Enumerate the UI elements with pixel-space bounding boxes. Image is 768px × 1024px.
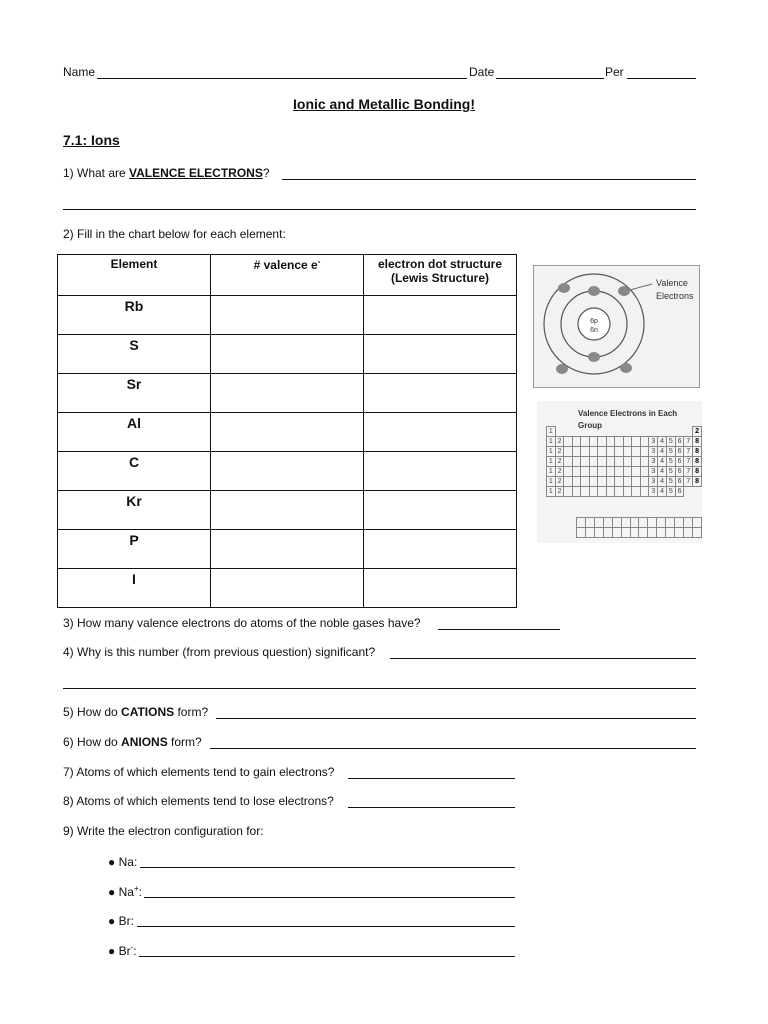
- pt-cell: [632, 427, 641, 437]
- pt-cell: [564, 427, 573, 437]
- valence-cell[interactable]: [211, 491, 364, 530]
- pt-cell: [615, 467, 624, 477]
- chart-header-row: [58, 255, 517, 296]
- pt-cell: 4: [658, 477, 667, 487]
- q5-term: CATIONS: [121, 705, 175, 719]
- f-cell: [585, 518, 594, 528]
- f-row: [577, 528, 702, 538]
- chart-row: [58, 335, 517, 374]
- pt-cell: [572, 467, 581, 477]
- pt-cell: [581, 467, 590, 477]
- question-9: 9) Write the electron configuration for:: [63, 824, 264, 838]
- header-valence: [211, 255, 364, 296]
- pt-cell: [598, 457, 607, 467]
- valence-label-2: Electrons: [656, 291, 694, 301]
- chart-row: [58, 374, 517, 413]
- pt-cell: [684, 427, 693, 437]
- pt-cell: [615, 447, 624, 457]
- question-2: 2) Fill in the chart below for each element:: [63, 227, 286, 241]
- bullet-sup: +: [133, 884, 139, 893]
- pt-row: [547, 457, 702, 467]
- q3-answer-line[interactable]: [438, 629, 560, 630]
- pt-cell: 1: [547, 447, 556, 457]
- valence-cell[interactable]: [211, 530, 364, 569]
- pt-cell: [640, 457, 649, 467]
- pt-cell: [564, 457, 573, 467]
- pt-row: [547, 467, 702, 477]
- f-cell: [639, 528, 648, 538]
- pt-cell: [640, 427, 649, 437]
- element-cell: Kr: [58, 491, 211, 530]
- valence-cell[interactable]: [211, 374, 364, 413]
- pt-cell: 7: [684, 437, 693, 447]
- pt-cell: [606, 437, 615, 447]
- bullet-base: Na: [118, 885, 134, 899]
- pt-cell: [632, 437, 641, 447]
- pt-cell: [598, 477, 607, 487]
- f-cell: [692, 528, 701, 538]
- f-cell: [594, 518, 603, 528]
- pt-cell: [606, 467, 615, 477]
- nucleus-neutrons: 6n: [590, 327, 598, 334]
- pt-cell: 2: [555, 447, 564, 457]
- pt-cell: [675, 427, 684, 437]
- pt-cell: 5: [666, 457, 675, 467]
- pt-cell: 5: [666, 487, 675, 497]
- pt-cell: [564, 487, 573, 497]
- f-cell: [603, 518, 612, 528]
- pt-cell: [640, 477, 649, 487]
- pt-cell: [589, 467, 598, 477]
- valence-cell[interactable]: [211, 296, 364, 335]
- pt-cell: [623, 437, 632, 447]
- bullet-base: Br: [118, 914, 131, 928]
- pt-cell: 8: [693, 447, 702, 457]
- pt-cell: [581, 487, 590, 497]
- dot-cell[interactable]: [364, 569, 517, 608]
- bullet-colon: :: [133, 855, 138, 869]
- dot-cell[interactable]: [364, 296, 517, 335]
- pt-row: [547, 427, 702, 437]
- element-cell: Sr: [58, 374, 211, 413]
- pt-cell: 4: [658, 447, 667, 457]
- q1-term: VALENCE ELECTRONS: [129, 166, 263, 180]
- dot-cell[interactable]: [364, 530, 517, 569]
- na-answer-line[interactable]: [140, 867, 515, 868]
- electron-dot: [556, 364, 568, 374]
- pt-cell: [615, 457, 624, 467]
- br-answer-line[interactable]: [137, 926, 515, 927]
- chart-row: [58, 491, 517, 530]
- element-cell: P: [58, 530, 211, 569]
- pt-cell: 1: [547, 437, 556, 447]
- f-cell: [666, 518, 675, 528]
- pt-cell: [598, 447, 607, 457]
- pt-cell: [581, 457, 590, 467]
- pt-cell: [572, 487, 581, 497]
- pt-cell: 6: [675, 477, 684, 487]
- pt-cell: 1: [547, 427, 556, 437]
- pt-cell: [589, 477, 598, 487]
- f-cell: [621, 518, 630, 528]
- pt-cell: 2: [555, 487, 564, 497]
- pt-cell: 8: [693, 467, 702, 477]
- f-cell: [675, 528, 684, 538]
- f-cell: [577, 518, 586, 528]
- fig2-title-1: Valence Electrons in Each: [578, 409, 678, 418]
- pt-cell: [623, 447, 632, 457]
- header-dot-line1: electron dot structure: [377, 257, 503, 271]
- pt-cell: 1: [547, 457, 556, 467]
- f-cell: [603, 528, 612, 538]
- pt-cell: 2: [555, 457, 564, 467]
- f-cell: [657, 518, 666, 528]
- bullet-icon: ●: [108, 885, 116, 899]
- f-cell: [630, 518, 639, 528]
- pt-cell: [555, 427, 564, 437]
- pt-cell: 2: [555, 477, 564, 487]
- electron-dot: [558, 283, 570, 293]
- pt-cell: 2: [555, 467, 564, 477]
- pt-cell: [589, 487, 598, 497]
- header-valence-sup: -: [317, 257, 321, 266]
- element-cell: Rb: [58, 296, 211, 335]
- pt-cell: [666, 427, 675, 437]
- dot-cell[interactable]: [364, 413, 517, 452]
- pt-cell: 7: [684, 467, 693, 477]
- question-6: [63, 735, 202, 749]
- pt-cell: [572, 457, 581, 467]
- pt-cell: [632, 467, 641, 477]
- pt-cell: [632, 487, 641, 497]
- atom-diagram: [533, 265, 700, 388]
- pt-cell: [640, 467, 649, 477]
- pt-cell: 3: [649, 447, 658, 457]
- valence-groups-figure: [537, 401, 702, 543]
- pt-cell: [615, 427, 624, 437]
- f-cell: [675, 518, 684, 528]
- pt-cell: [589, 437, 598, 447]
- pt-cell: 6: [675, 467, 684, 477]
- bullet-icon: ●: [108, 944, 116, 958]
- pt-cell: [606, 487, 615, 497]
- pt-cell: 5: [666, 437, 675, 447]
- pt-cell: [598, 487, 607, 497]
- f-cell: [612, 518, 621, 528]
- pt-row: [547, 437, 702, 447]
- pt-cell: [615, 477, 624, 487]
- pt-cell: 3: [649, 437, 658, 447]
- pt-cell: 6: [675, 487, 684, 497]
- pt-cell: [649, 427, 658, 437]
- chart-row: [58, 569, 517, 608]
- pt-cell: [589, 427, 598, 437]
- chart-row: [58, 452, 517, 491]
- pt-cell: [564, 477, 573, 487]
- pt-cell: 5: [666, 447, 675, 457]
- br-minus-answer-line[interactable]: [139, 956, 515, 957]
- date-label: Date: [469, 65, 495, 79]
- valence-cell[interactable]: [211, 452, 364, 491]
- pt-cell: [572, 477, 581, 487]
- pt-cell: [684, 487, 693, 497]
- f-cell: [577, 528, 586, 538]
- per-label: Per: [605, 65, 624, 79]
- pt-cell: 7: [684, 477, 693, 487]
- valence-cell[interactable]: [211, 413, 364, 452]
- q5-answer-line[interactable]: [216, 718, 696, 719]
- bullet-icon: ●: [108, 855, 116, 869]
- chart-row: [58, 530, 517, 569]
- dot-cell[interactable]: [364, 374, 517, 413]
- question-7: 7) Atoms of which elements tend to gain electrons?: [63, 765, 335, 779]
- periodic-table-grid: [546, 426, 702, 497]
- pt-cell: [623, 477, 632, 487]
- electron-dot: [618, 286, 630, 296]
- pt-cell: 2: [555, 437, 564, 447]
- pt-cell: 2: [693, 427, 702, 437]
- header-dot-structure: [364, 255, 517, 296]
- pt-cell: [606, 427, 615, 437]
- f-cell: [594, 528, 603, 538]
- q6-answer-line[interactable]: [210, 748, 696, 749]
- pt-cell: [693, 487, 702, 497]
- q6-suffix: form?: [167, 735, 202, 749]
- valence-label-1: Valence: [656, 278, 688, 288]
- bullet-colon: :: [138, 885, 142, 899]
- f-cell: [692, 518, 701, 528]
- dot-cell[interactable]: [364, 452, 517, 491]
- pt-cell: [606, 477, 615, 487]
- f-cell: [684, 518, 693, 528]
- q1-answer-line-1[interactable]: [282, 179, 696, 180]
- pt-cell: 4: [658, 437, 667, 447]
- pt-cell: [598, 467, 607, 477]
- pt-cell: [615, 487, 624, 497]
- dot-cell[interactable]: [364, 491, 517, 530]
- bullet-item-br-minus: [108, 943, 137, 958]
- pt-cell: [623, 457, 632, 467]
- pt-cell: [606, 457, 615, 467]
- pt-cell: [581, 447, 590, 457]
- fig2-title-2: Group: [578, 421, 602, 430]
- pt-cell: 6: [675, 457, 684, 467]
- atom-diagram-svg: [534, 266, 699, 387]
- pt-cell: [640, 447, 649, 457]
- bullet-item-br: [108, 913, 134, 928]
- chart-row: [58, 296, 517, 335]
- pt-cell: 5: [666, 467, 675, 477]
- pt-cell: [623, 487, 632, 497]
- pt-cell: [589, 447, 598, 457]
- pt-cell: [598, 437, 607, 447]
- chart-row: [58, 413, 517, 452]
- bullet-base: Na: [118, 855, 134, 869]
- pt-cell: 1: [547, 477, 556, 487]
- f-cell: [666, 528, 675, 538]
- q4-answer-line-2[interactable]: [63, 688, 696, 689]
- f-cell: [639, 518, 648, 528]
- pt-cell: 4: [658, 457, 667, 467]
- pt-cell: [572, 427, 581, 437]
- pt-cell: 1: [547, 487, 556, 497]
- pt-cell: [606, 447, 615, 457]
- pt-cell: [632, 457, 641, 467]
- pt-cell: [640, 487, 649, 497]
- bullet-item-na-plus: [108, 884, 142, 899]
- bullet-icon: ●: [108, 914, 116, 928]
- pt-row: [547, 477, 702, 487]
- pt-cell: 7: [684, 447, 693, 457]
- pt-cell: [564, 447, 573, 457]
- question-8: 8) Atoms of which elements tend to lose electrons?: [63, 794, 334, 808]
- bullet-colon: :: [130, 914, 134, 928]
- element-cell: Al: [58, 413, 211, 452]
- na-plus-answer-line[interactable]: [144, 897, 515, 898]
- pt-cell: 8: [693, 437, 702, 447]
- f-cell: [585, 528, 594, 538]
- pt-cell: [572, 447, 581, 457]
- electron-dot: [588, 352, 600, 362]
- q8-answer-line[interactable]: [348, 807, 515, 808]
- section-heading: 7.1: Ions: [63, 132, 120, 148]
- dot-cell[interactable]: [364, 335, 517, 374]
- pt-cell: 4: [658, 487, 667, 497]
- pt-row: [547, 487, 702, 497]
- element-cell: I: [58, 569, 211, 608]
- nucleus-protons: 6p: [590, 318, 598, 325]
- question-4: 4) Why is this number (from previous question) significant?: [63, 645, 376, 659]
- header-dot-line2: (Lewis Structure): [390, 271, 489, 285]
- f-cell: [621, 528, 630, 538]
- electron-dot: [620, 363, 632, 373]
- pt-cell: [632, 447, 641, 457]
- pt-cell: [572, 437, 581, 447]
- q6-term: ANIONS: [121, 735, 168, 749]
- header-element: Element: [58, 255, 211, 296]
- q1-prefix: 1) What are: [63, 166, 130, 180]
- q5-suffix: form?: [174, 705, 209, 719]
- pt-cell: [581, 437, 590, 447]
- bullet-colon: :: [133, 944, 137, 958]
- pt-cell: 3: [649, 487, 658, 497]
- pt-cell: [589, 457, 598, 467]
- valence-cell[interactable]: [211, 569, 364, 608]
- pt-row: [547, 447, 702, 457]
- f-cell: [684, 528, 693, 538]
- pt-cell: [632, 477, 641, 487]
- f-cell: [630, 528, 639, 538]
- f-row: [577, 518, 702, 528]
- valence-cell[interactable]: [211, 335, 364, 374]
- pt-cell: 3: [649, 467, 658, 477]
- bullet-item-na: [108, 854, 137, 869]
- question-5: [63, 705, 208, 719]
- f-cell: [657, 528, 666, 538]
- name-label: Name: [63, 65, 96, 79]
- pt-cell: 1: [547, 467, 556, 477]
- bullet-sup: -: [130, 943, 134, 952]
- date-field[interactable]: [496, 78, 604, 79]
- question-1: [63, 166, 270, 180]
- element-cell: S: [58, 335, 211, 374]
- pt-cell: [564, 437, 573, 447]
- element-cell: C: [58, 452, 211, 491]
- f-cell: [612, 528, 621, 538]
- page-title: Ionic and Metallic Bonding!: [293, 96, 475, 112]
- pt-cell: [623, 427, 632, 437]
- q6-prefix: 6) How do: [63, 735, 122, 749]
- pt-cell: 3: [649, 457, 658, 467]
- pt-cell: [598, 427, 607, 437]
- pt-cell: 8: [693, 457, 702, 467]
- pt-cell: 4: [658, 467, 667, 477]
- pt-cell: [581, 477, 590, 487]
- pt-cell: 7: [684, 457, 693, 467]
- pt-cell: 8: [693, 477, 702, 487]
- q5-prefix: 5) How do: [63, 705, 122, 719]
- header-valence-text: # valence e: [253, 258, 318, 272]
- pt-cell: [615, 437, 624, 447]
- q7-answer-line[interactable]: [348, 778, 515, 779]
- question-3: 3) How many valence electrons do atoms of the noble gases have?: [63, 616, 421, 630]
- pt-cell: [640, 437, 649, 447]
- pt-cell: 5: [666, 477, 675, 487]
- pt-cell: [658, 427, 667, 437]
- per-field[interactable]: [627, 78, 696, 79]
- pt-cell: 6: [675, 447, 684, 457]
- pt-cell: 3: [649, 477, 658, 487]
- q1-answer-line-2[interactable]: [63, 209, 696, 210]
- name-field[interactable]: [97, 78, 467, 79]
- valence-chart: [57, 254, 517, 608]
- pt-cell: [623, 467, 632, 477]
- q4-answer-line-1[interactable]: [390, 658, 696, 659]
- electron-dot: [588, 286, 600, 296]
- pt-cell: [581, 427, 590, 437]
- q1-suffix: ?: [262, 166, 270, 180]
- f-block-grid: [576, 517, 702, 538]
- bullet-base: Br: [118, 944, 131, 958]
- f-cell: [648, 528, 657, 538]
- pt-cell: [564, 467, 573, 477]
- f-cell: [648, 518, 657, 528]
- pt-cell: 6: [675, 437, 684, 447]
